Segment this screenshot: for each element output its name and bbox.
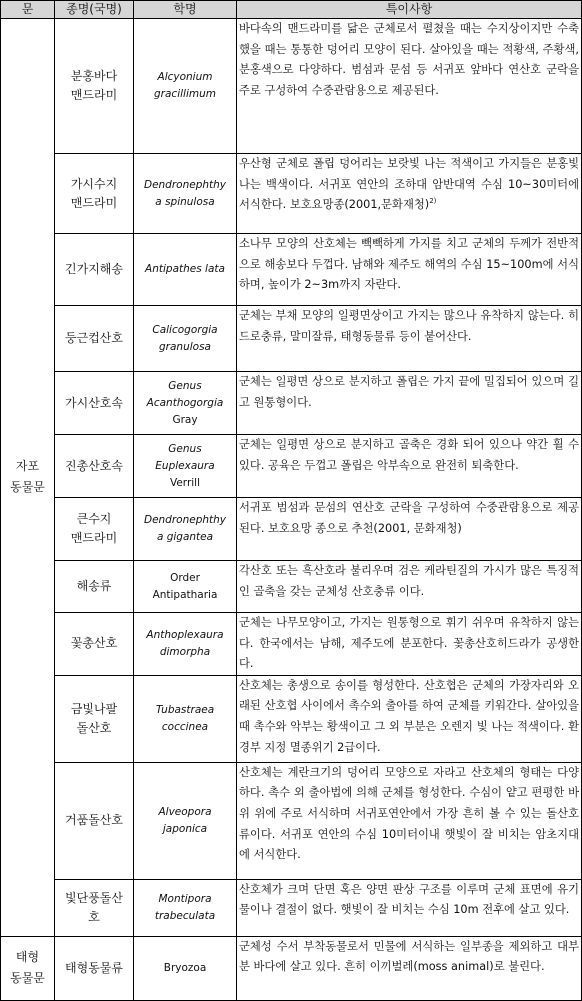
table-row	[1, 372, 582, 435]
scientific-name-text: Dendronephthy	[143, 514, 227, 526]
scientific-name-text: Calicogorgia	[152, 323, 218, 336]
scientific-name-text: gracillimum	[154, 88, 216, 100]
scientific-name-cell	[134, 675, 237, 762]
scientific-name-cell	[134, 154, 237, 234]
remarks-cell	[237, 19, 582, 154]
remarks-cell	[237, 675, 582, 762]
remarks-cell	[237, 762, 582, 879]
table-row	[1, 675, 582, 762]
table-row	[1, 435, 582, 498]
scientific-name-cell	[134, 561, 237, 613]
scientific-name-text: Order	[170, 571, 200, 584]
scientific-name-text: Euplexaura	[155, 459, 215, 472]
species-name-cell	[55, 234, 134, 306]
remarks-cell	[237, 154, 582, 234]
phylum-cell	[1, 936, 55, 1000]
remarks-cell	[237, 372, 582, 435]
scientific-name-cell	[134, 762, 237, 879]
scientific-name-cell	[134, 435, 237, 498]
scientific-name-text: Montipora	[158, 892, 212, 905]
remarks-text: 소나무 모양의 산호체는 빽빽하게 가지를 치고 군체의 두께가 전반적으로 해송보다 두껍다. 남해와 제주도 해역의 수심 15~100m에 서식하며, 높이가 2~3m까지 자란다.	[239, 237, 579, 292]
species-name-text: 꽃총산호	[70, 636, 118, 651]
species-name-text: 분홍바다	[70, 69, 118, 83]
footnote-marker: 2)	[429, 197, 437, 206]
remarks-text: 군체성 수서 부착동물로서 민물에 서식하는 일부종을 제외하고 대부분 바다에 살고 있다. 흔히 이끼벌레(moss animal)로 불린다.	[239, 939, 579, 974]
scientific-name-text: Alcyonium	[157, 71, 213, 83]
species-name-cell	[55, 372, 134, 435]
species-name-text: 거품돌산호	[65, 813, 123, 828]
scientific-name-text: Verrill	[169, 476, 201, 489]
header-remarks: 특이사항	[237, 1, 582, 19]
remarks-text: 군체는 일평면 상으로 분지하고 골축은 경화 되어 있으나 약간 휠 수 있다. 공육은 두껍고 폴립은 악부속으로 완전히 퇴축한다.	[239, 438, 579, 472]
remarks-text: 바다속의 맨드라미를 닮은 군체로서 펼쳤을 때는 수지상이지만 수축했을 때는 통통한 덩어리 모양이 된다. 살아있을 때는 적황색, 주황색, 분홍색으로 다양하다. 범섬과 문섬 등 서귀포 앞바다 연산호 군락을 주로 구성하여 수중관람용으로 제공된다.	[239, 22, 579, 97]
header-row	[1, 1, 582, 19]
scientific-name-text: coccinea	[161, 720, 209, 733]
species-name-cell	[55, 19, 134, 154]
table-row	[1, 306, 582, 372]
scientific-name-text: Antipathes lata	[145, 263, 225, 275]
species-name-cell	[55, 435, 134, 498]
header-scientific-name: 학명	[134, 1, 237, 19]
table-row	[1, 613, 582, 676]
remarks-text: 산호체는 계란크기의 덩어리 모양으로 자라고 산호체의 형태는 다양하다. 촉수 외 출아법에 의해 군체를 형성한다. 수심이 얕고 편평한 바위 위에 주로 서식하며 서귀포연안에서 가장 흔히 볼 수 있는 돌산호류이다. 서귀포 연안의 수심 10미터이내 햇빛이 잘 비치는 암초지대에 서식한다.	[239, 765, 579, 862]
species-name-text: 둥근컵산호	[65, 331, 123, 345]
remarks-cell	[237, 498, 582, 561]
scientific-name-text: Acanthogorgia	[146, 396, 224, 409]
remarks-text: 서귀포 범섬과 문섬의 연산호 군락을 구성하여 수중관람용으로 제공된다. 보호요망 종으로 추천(2001, 문화재청)	[239, 501, 579, 535]
phylum-label: 동물문	[10, 971, 45, 986]
phylum-label: 태형	[15, 950, 40, 965]
remarks-cell	[237, 879, 582, 936]
phylum-cell	[1, 19, 55, 937]
species-name-cell	[55, 936, 134, 1000]
table-row	[1, 19, 582, 154]
table-row	[1, 498, 582, 561]
table-row	[1, 762, 582, 879]
scientific-name-text: Gray	[172, 413, 198, 426]
scientific-name-text: a spinulosa	[155, 195, 215, 208]
remarks-text: 군체는 나무모양이고, 가지는 원통형으로 휘기 쉬우며 유착하지 않는다. 한국에서는 남해, 제주도에 분포한다. 꽃총산호히드라가 공생한다.	[239, 616, 579, 671]
species-name-text: 맨드라미	[70, 88, 118, 102]
scientific-name-text: Dendronephthy	[143, 178, 227, 191]
species-name-cell	[55, 561, 134, 613]
species-name-text: 맨드라미	[70, 195, 118, 210]
table-row	[1, 879, 582, 936]
species-name-text: 돌산호	[76, 720, 112, 735]
phylum-label: 동물문	[10, 480, 45, 495]
scientific-name-cell	[134, 879, 237, 936]
table-body	[1, 19, 582, 1001]
remarks-text: 군체는 일평면 상으로 분지하고 폴립은 가지 끝에 밀집되어 있으며 길고 원통형이다.	[239, 375, 579, 409]
table-row	[1, 561, 582, 613]
scientific-name-cell	[134, 613, 237, 676]
scientific-name-text: granulosa	[159, 340, 211, 353]
species-name-text: 호	[88, 909, 100, 924]
scientific-name-text: Genus	[168, 442, 202, 455]
species-name-text: 맨드라미	[70, 531, 118, 545]
remarks-text: 우산형 군체로 폴립 덩어리는 보랏빛 나는 적색이고 가지들은 분홍빛 나는 백색이다. 서귀포 연안의 조하대 암반대역 수심 10~30미터에 서식한다. 보호요망종(2001,문화재청)	[239, 157, 579, 212]
species-name-cell	[55, 613, 134, 676]
species-name-cell	[55, 154, 134, 234]
remarks-cell	[237, 306, 582, 372]
scientific-name-cell	[134, 19, 237, 154]
species-name-text: 긴가지해송	[65, 262, 123, 276]
species-name-cell	[55, 675, 134, 762]
scientific-name-text: Genus	[168, 379, 202, 392]
remarks-cell	[237, 435, 582, 498]
remarks-cell	[237, 613, 582, 676]
scientific-name-text: Antipatharia	[152, 588, 218, 601]
scientific-name-text: Bryozoa	[163, 961, 207, 974]
scientific-name-text: Tubastraea	[155, 703, 215, 716]
remarks-text: 산호체는 총생으로 송이를 형성한다. 산호협은 군체의 가장자리와 오래된 산호협 사이에서 촉수외 출아를 하여 군체를 키워간다. 살아있을때 촉수와 악부는 황색이고 그 외 부분은 오렌지 빛 나는 적색이다. 환경부 지정 멸종위기 2급이다.	[239, 678, 579, 754]
species-name-text: 큰수지	[76, 512, 112, 526]
remarks-cell	[237, 234, 582, 306]
scientific-name-cell	[134, 498, 237, 561]
species-name-text: 가시수지	[70, 176, 118, 191]
species-name-text: 진총산호속	[65, 458, 123, 473]
scientific-name-text: Alveopora	[158, 805, 212, 818]
remarks-cell	[237, 561, 582, 613]
remarks-text: 군체는 부채 모양의 일평면상이고 가지는 많으나 유착하지 않는다. 히드로충류, 말미잘류, 태형동물류 등이 붙어산다.	[239, 309, 579, 343]
table-row	[1, 936, 582, 1000]
species-name-cell	[55, 879, 134, 936]
phylum-label: 자포	[15, 459, 40, 474]
table-row	[1, 234, 582, 306]
species-name-text: 해송류	[76, 579, 112, 593]
species-name-cell	[55, 762, 134, 879]
remarks-text: 산호체가 크며 단면 혹은 양면 판상 구조를 이루며 군체 표면에 유기물이나 결절이 없다. 햇빛이 잘 비치는 수심 10m 전후에 살고 있다.	[239, 882, 579, 917]
header-phylum: 문	[1, 1, 55, 19]
scientific-name-cell	[134, 372, 237, 435]
scientific-name-text: dimorpha	[159, 645, 211, 658]
species-name-text: 빛단풍돌산	[65, 890, 123, 905]
species-name-text: 가시산호속	[65, 395, 123, 410]
scientific-name-cell	[134, 234, 237, 306]
remarks-cell	[237, 936, 582, 1000]
species-name-text: 태형동물류	[65, 960, 123, 975]
scientific-name-cell	[134, 306, 237, 372]
species-name-cell	[55, 306, 134, 372]
species-name-text: 금빛나팔	[70, 701, 118, 716]
scientific-name-text: japonica	[162, 822, 208, 835]
table-row	[1, 154, 582, 234]
scientific-name-cell	[134, 936, 237, 1000]
scientific-name-text: trabeculata	[154, 909, 216, 922]
scientific-name-text: Anthoplexaura	[146, 628, 224, 641]
species-name-cell	[55, 498, 134, 561]
remarks-text: 각산호 또는 흑산호라 불리우며 검은 케라틴질의 가시가 많은 특징적인 골축을 갖는 군체성 산호충류 이다.	[239, 564, 579, 598]
scientific-name-text: a gigantea	[156, 531, 214, 543]
header-species-name: 종명(국명)	[55, 1, 134, 19]
